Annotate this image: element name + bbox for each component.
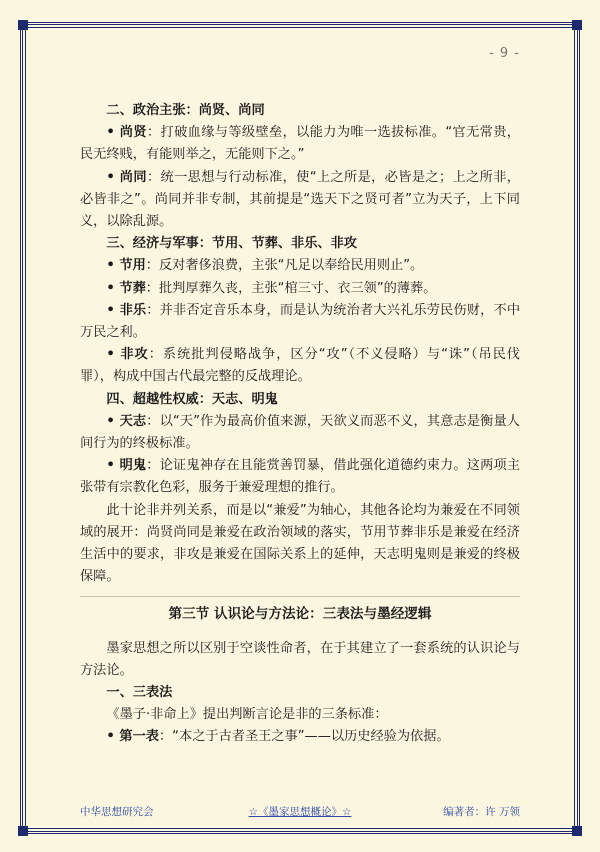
section-divider — [80, 596, 520, 597]
item-term: 第一表 — [119, 729, 159, 745]
item-text: ：统一思想与行动标准，使“上之所是，必皆是之；上之所非，必皆非之”。尚同并非专制，其前提是“选天下之贤可者”立为天子，上下同义，以除乱源。 — [80, 169, 520, 230]
item-text: ：“本之于古者圣王之事”——以历史经验为依据。 — [158, 729, 450, 745]
item-text: ：打破血缘与等级壁垒，以能力为唯一选拔标准。“官无常贵，民无终贱，有能则举之，无能则下之。” — [80, 125, 520, 163]
item-term: 非攻 — [120, 347, 149, 363]
list-item — [80, 344, 520, 388]
item-text: ：系统批判侵略战争，区分“攻”（不义侵略）与“诛”（吊民伐罪），构成中国古代最完整的反战理论。 — [80, 347, 520, 385]
bullet: • — [106, 458, 120, 474]
page-body — [80, 100, 520, 749]
bullet: • — [106, 280, 120, 296]
sub-heading: 一、三表法 — [106, 685, 173, 701]
item-term: 尚贤 — [119, 125, 147, 141]
item-text: ：并非否定音乐本身，而是认为统治者大兴礼乐劳民伤财，不中万民之利。 — [80, 302, 521, 341]
list-item — [80, 167, 520, 234]
corner-ornament — [572, 826, 582, 836]
bullet: • — [106, 258, 120, 274]
page-number: - 9 - — [489, 46, 520, 61]
item-text: ：批判厚葬久丧，主张“棺三寸、衣三领”的薄葬。 — [145, 280, 437, 296]
intro-paragraph: 墨家思想之所以区别于空谈性命者，在于其建立了一套系统的认识论与方法论。 — [80, 640, 520, 678]
item-term: 节用 — [119, 258, 146, 274]
section-heading: 三、经济与军事：节用、节葬、非乐、非攻 — [106, 236, 357, 252]
list-item — [80, 255, 520, 277]
section-heading: 二、政治主张：尚贤、尚同 — [106, 103, 265, 118]
footer-author: 编著者：许 万领 — [443, 806, 520, 818]
footer-book-title: ☆《墨家思想概论》☆ — [248, 806, 352, 818]
bullet: • — [106, 413, 120, 429]
item-term: 明鬼 — [119, 458, 147, 474]
bullet: • — [106, 125, 120, 141]
corner-ornament — [18, 826, 28, 836]
bullet: • — [106, 169, 120, 185]
corner-ornament — [572, 20, 582, 30]
bullet: • — [106, 729, 120, 745]
item-text: ：以“天”作为最高价值来源，天欲义而恶不义，其意志是衡量人间行为的终极标准。 — [80, 413, 520, 452]
list-item — [80, 726, 520, 748]
section-title: 第三节 认识论与方法论：三表法与墨经逻辑 — [168, 606, 432, 623]
item-term: 尚同 — [119, 169, 147, 185]
section-heading: 四、超越性权威：天志、明鬼 — [106, 391, 278, 407]
list-item — [80, 278, 520, 300]
summary-paragraph: 此十论非并列关系，而是以“兼爱”为轴心，其他各论均为兼爱在不同领域的展开：尚贤尚同是兼爱在政治领域的落实，节用节葬非乐是兼爱在经济生活中的要求，非攻是兼爱在国际关系上的延伸，天志明鬼则是兼爱的终极保障。 — [80, 502, 520, 585]
bullet: • — [106, 347, 121, 363]
footer-organization: 中华思想研究会 — [80, 806, 154, 818]
item-text: ：论证鬼神存在且能赏善罚暴，借此强化道德约束力。这两项主张带有宗教化色彩，服务于兼爱理想的推行。 — [80, 458, 521, 496]
item-term: 非乐 — [119, 302, 147, 318]
list-item — [80, 411, 520, 455]
sub-intro: 《墨子·非命上》提出判断言论是非的三条标准： — [106, 707, 388, 723]
corner-ornament — [18, 20, 28, 30]
item-term: 节葬 — [119, 280, 146, 296]
list-item — [80, 300, 520, 344]
item-term: 天志 — [119, 413, 147, 429]
bullet: • — [106, 302, 120, 318]
list-item — [80, 122, 520, 166]
item-text: ：反对奢侈浪费，主张“凡足以奉给民用则止”。 — [145, 258, 424, 274]
list-item — [80, 455, 520, 499]
